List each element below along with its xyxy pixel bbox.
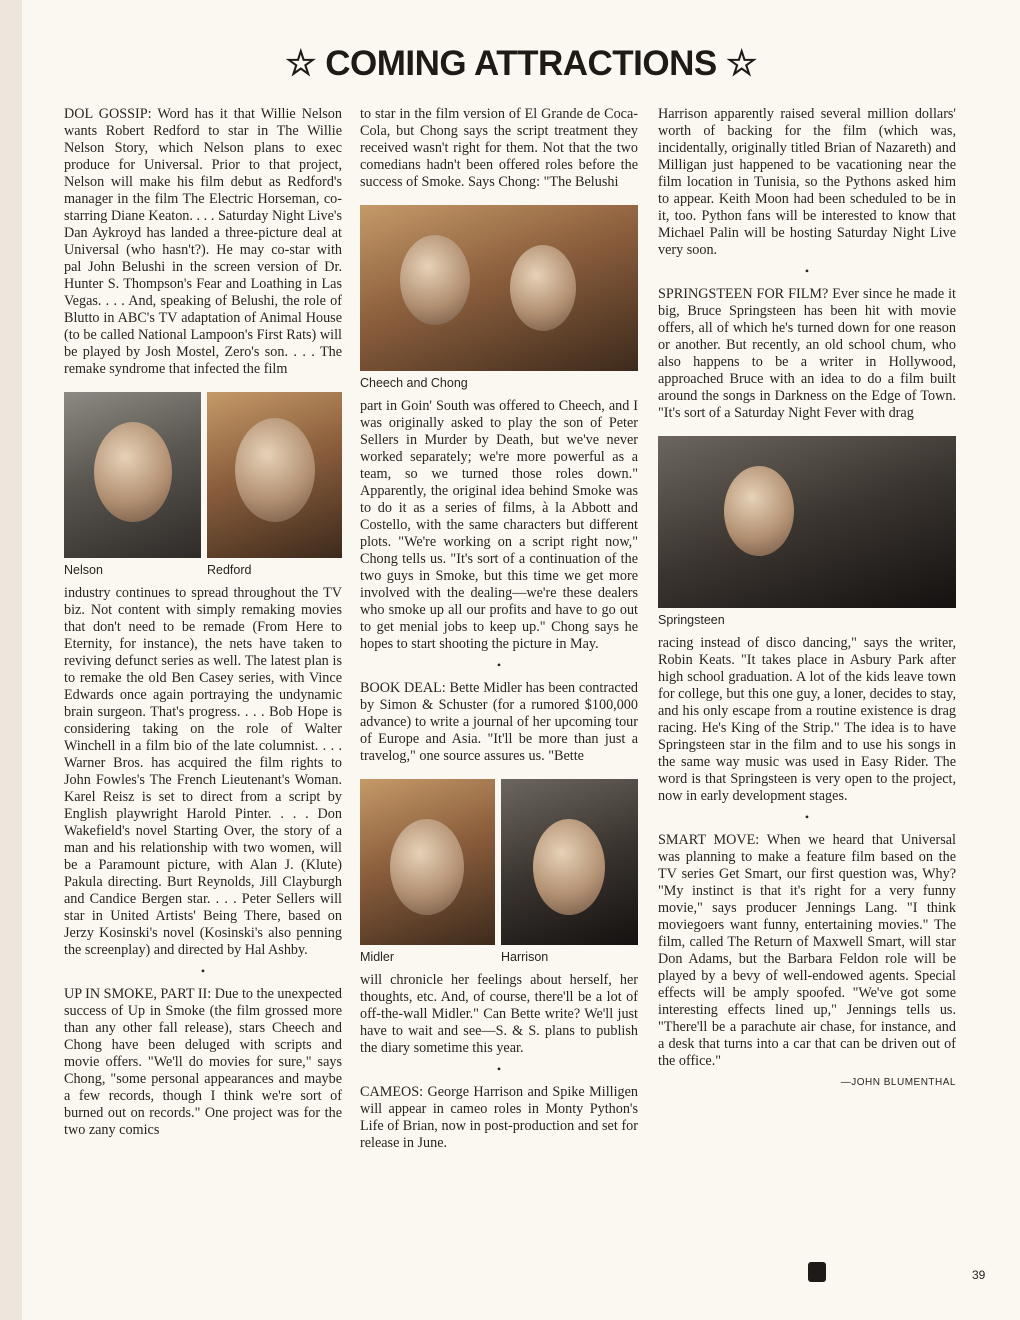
caption-nelson: Nelson [64,563,103,577]
section-divider: • [804,264,810,278]
column-2 [360,106,638,1152]
caption-midler: Midler [360,950,395,964]
section-divider: • [496,658,502,672]
springsteen-photo [658,436,956,608]
midler-photo [360,779,495,945]
rabbit-logo-icon [808,1262,826,1282]
midler-journal-paragraph: will chronicle her feelings about herself, her thoughts, etc. And, of course, there'll be a lot of off-the-wall Midler." Can Bette write? We'll just have to wait and see—S. & S. plans to publish the diary sometime this year. [360,972,638,1056]
column-3 [658,106,956,1091]
section-divider: • [200,964,206,978]
book-deal-paragraph: BOOK DEAL: Bette Midler has been contracted by Simon & Schuster (for a rumored $100,000 advance) to write a journal of her upcoming tour of Europe and Asia. "It'll be more than just a travelog," one source assures us. "Bette [360,680,638,764]
caption-cheech-chong: Cheech and Chong [360,376,468,390]
nelson-photo [64,392,201,558]
caption-redford: Redford [207,563,252,577]
springsteen-paragraph: SPRINGSTEEN FOR FILM? Ever since he made it big, Bruce Springsteen has been hit with movie offers, all of which he's turned down for one reason or another. But recently, an old school chum, who also happens to be a writer in Hollywood, approached Bruce with an idea to do a film built around the songs in Darkness on the Edge of Town. "It's sort of a Saturday Night Fever with drag [658,286,956,421]
caption-harrison: Harrison [501,950,549,964]
photo-captions [64,562,342,579]
caption-springsteen: Springsteen [658,613,725,627]
idol-gossip-paragraph: DOL GOSSIP: Word has it that Willie Nelson wants Robert Redford to star in The Willie Nelson Story, which Nelson plans to exec produce for Universal. Prior to that project, Nelson will make his film debut as Redford's manager in the film The Electric Horseman, co-starring Diane Keaton. . . . Saturday Night Live's Dan Aykroyd has landed a three-picture deal at Universal (who hasn't?). He may co-star with pal John Belushi in the screen version of Dr. Hunter S. Thompson's Fear and Loathing in Las Vegas. . . . And, speaking of Belushi, the role of Blutto in ABC's TV adaptation of Animal House (to be called National Lampoon's First Rats) will be played by Josh Mostel, Zero's son. . . . The remake syndrome that infected the film [64,106,342,377]
author-byline: —JOHN BLUMENTHAL [840,1077,956,1088]
midler-harrison-photos [360,779,638,945]
coca-cola-paragraph: to star in the film version of El Grande de Coca-Cola, but Chong says the script treatment they received wasn't right for them. Not that the two comedians hadn't been offered roles before the success of Smoke. Says Chong: "The Belushi [360,106,638,190]
photo-captions-2 [360,949,638,966]
page-title: ☆ COMING ATTRACTIONS ☆ [285,44,757,83]
smart-move-paragraph: SMART MOVE: When we heard that Universal was planning to make a feature film based on the TV series Get Smart, our first question was, Why? "My instinct is that it's right for a very funny movie," says producer Jennings Lang. "I think moviegoers want funny, entertaining movies." The film, called The Return of Maxwell Smart, will star Don Adams, but the Barbara Feldon role will be played by a bevy of well-endowed agents. Special effects will be amply spoofed. "We've got some interesting effects lined up," Jennings tells us. "There'll be a parachute air chase, for instance, and a desk that turns into a car that can be driven out of the office." [658,832,956,1069]
up-in-smoke-paragraph: UP IN SMOKE, PART II: Due to the unexpected success of Up in Smoke (the film grossed more than any other fall release), stars Cheech and Chong have been deluged with scripts and movie offers. "We'll do movies for sure," says Chong, "some personal appearances and maybe a few records, though I think we're sort of burned out on records." One project was for the two zany comics [64,986,343,1138]
nelson-redford-photos [64,392,342,558]
section-divider: • [804,810,810,824]
tv-remake-paragraph: industry continues to spread throughout the TV biz. Not content with simply remaking movies that don't need to be remade (From Here to Eternity, for instance), the nets have taken to reviving defunct series as well. The latest plan is to remake the old Ben Casey series, with Vince Edwards once again portraying the undynamic brain surgeon. That's progress. . . . Bob Hope is considering taking on the role of Walter Winchell in a film bio of the late columnist. . . . Warner Bros. has acquired the film rights to John Fowles's The French Lieutenant's Woman. Karel Reisz is set to direct from a script by English playwright Harold Pinter. . . . Don Wakefield's novel Starting Over, the story of a man and his relationship with two women, will be a Paramount picture, with Alan J. (Klute) Pakula directing. Burt Reynolds, Jill Clayburgh and Candice Bergen star. . . . Peter Sellers will star in United Artists' Being There, based on Jerzy Kosinski's novel (Kosinski's also penning the screenplay) and directed by Hal Ashby. [64,585,342,958]
goin-south-paragraph: part in Goin' South was offered to Cheech, and I was originally asked to play the son of Peter Sellers in Murder by Death, but we've never worked separately; we're more powerful as a team, so we turned those roles down." Apparently, the original idea behind Smoke was to do it as a series of films, à la Abbott and Costello, with the same characters but different plots. "We're working on a script right now," Chong tells us. "It's sort of a continuation of the two guys in Smoke, but this time we get more involved with the dealing—we're these dealers who smoke up all our profits and have to go out to get menial jobs to keep up." Chong says he hopes to start shooting the picture in May. [360,398,638,652]
page-number: 39 [972,1268,986,1282]
cameos-paragraph: CAMEOS: George Harrison and Spike Milligen will appear in cameo roles in Monty Python's Life of Brian, now in post-production and set for release in June. [360,1084,638,1151]
harrison-photo [501,779,638,945]
section-divider: • [496,1062,502,1076]
column-1 [64,106,342,1139]
cheech-chong-photo [360,205,638,371]
drag-racing-paragraph: racing instead of disco dancing," says the writer, Robin Keats. "It takes place in Asbury Park after high school graduation. A lot of the kids leave town for college, but this one guy, a loner, decides to stay, and his only escape from a routine existence is drag racing. He's King of the Strip." The idea is to have Springsteen star in the film and to use his songs in the same way music was used in Easy Rider. The word is that Springsteen is very open to the project, now in early development stages. [658,635,956,804]
python-paragraph: Harrison apparently raised several million dollars' worth of backing for the film (which was, incidentally, originally titled Brian of Nazareth) and Milligan just happened to be vacationing near the film location in Tunisia, so the Pythons asked him to appear. Keith Moon had been scheduled to be in it, too. Python fans will be interested to know that Michael Palin will be hosting Saturday Night Live very soon. [658,106,956,258]
springsteen-photo-row [658,436,956,608]
redford-photo [207,392,342,558]
cheech-chong-photo-row [360,205,638,371]
